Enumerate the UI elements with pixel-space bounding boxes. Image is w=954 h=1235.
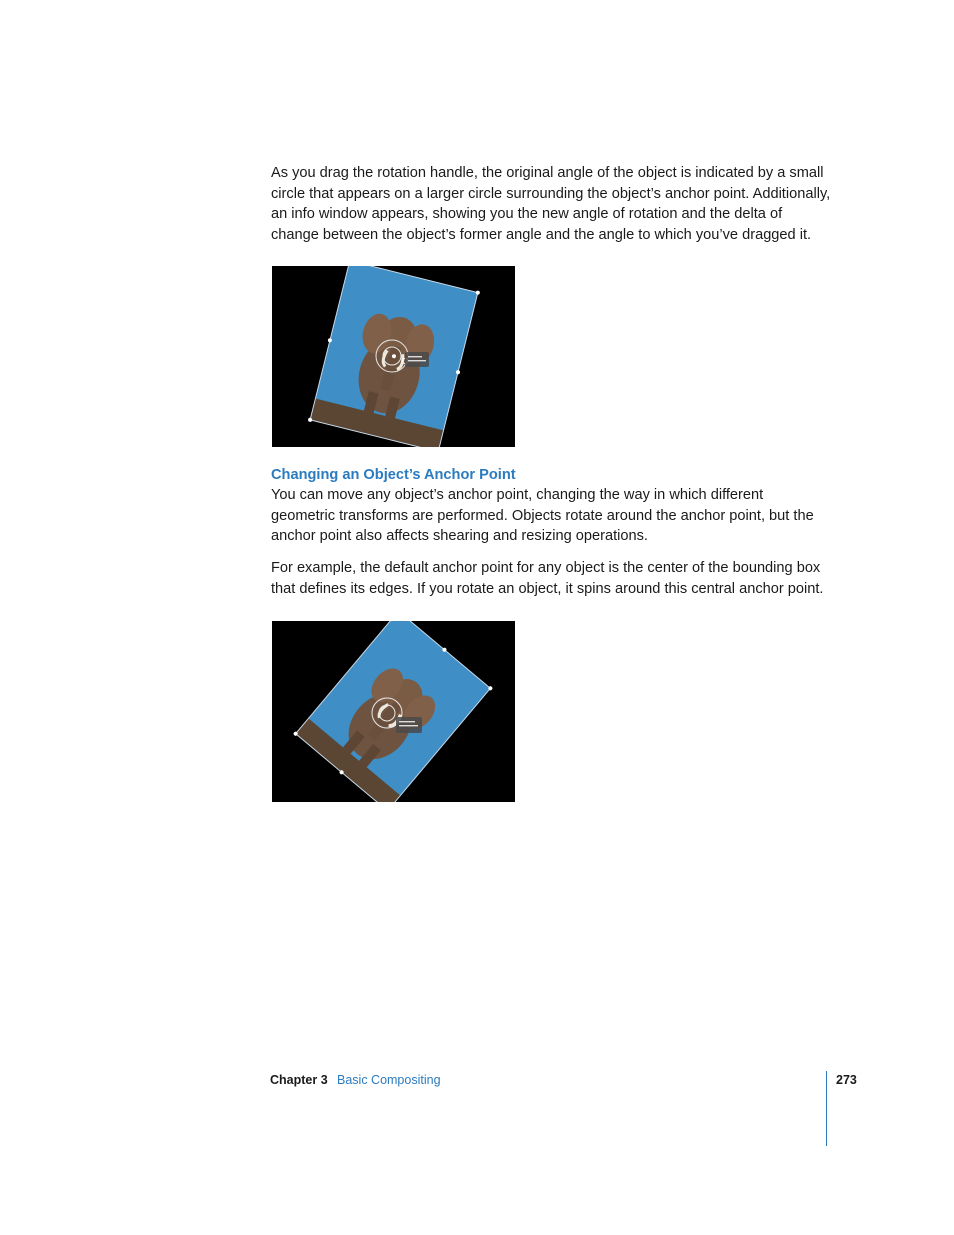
- footer-chapter-label: Chapter 3: [270, 1073, 328, 1087]
- footer-divider: [826, 1071, 827, 1146]
- page-number: 273: [836, 1073, 857, 1087]
- section-heading: Changing an Object’s Anchor Point: [271, 467, 516, 483]
- intro-paragraph: As you drag the rotation handle, the original angle of the object is indicated by a small circle that appears on a larger circle surrounding the object’s anchor point. Additionally, an info window appears, showing you the new angle of rotation and the delta of change between the object’s former angle and the angle to which you’ve dragged it.: [271, 165, 831, 243]
- anchor-paragraph: You can move any object’s anchor point, changing the way in which different geometric transforms are performed. Objects rotate around the anchor point, but the anchor point also affects shearing and resizing operations.: [271, 487, 814, 545]
- footer-chapter-title: Basic Compositing: [337, 1073, 441, 1087]
- rotation-figure: [272, 266, 515, 447]
- example-paragraph: For example, the default anchor point for any object is the center of the bounding box that defines its edges. If you rotate an object, it spins around this central anchor point.: [271, 560, 824, 597]
- anchor-figure: [272, 621, 515, 802]
- info-window: [405, 352, 429, 367]
